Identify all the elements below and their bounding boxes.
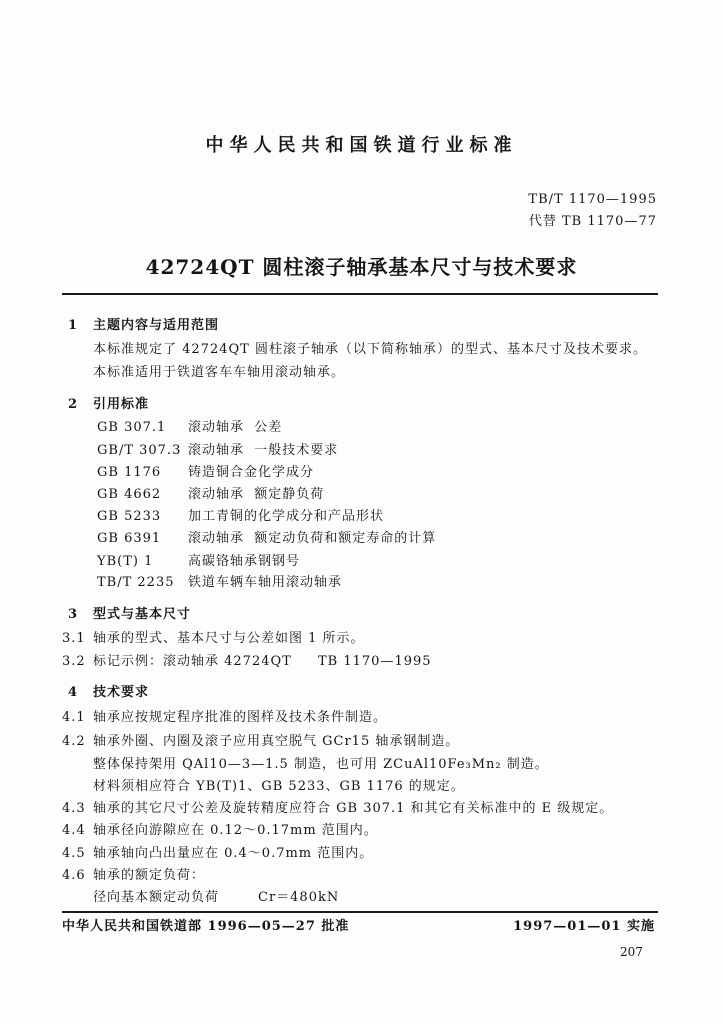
clause-number: 4.2 (62, 734, 86, 749)
load-value: Cr＝480kN (258, 890, 340, 905)
clause-text: 轴承轴向凸出量应在 0.4～0.7mm 范围内。 (93, 846, 374, 861)
clause-text: 轴承的其它尺寸公差及旋转精度应符合 GB 307.1 和其它有关标准中的 E 级规定。 (93, 801, 614, 816)
section-2-heading: 引用标准 (93, 397, 150, 412)
section-4-heading: 技术要求 (93, 685, 150, 700)
reference-title: 高碳铬轴承钢钢号 (188, 554, 301, 569)
reference-title: 铁道车辆车轴用滚动轴承 (188, 575, 343, 590)
clause-number: 4.5 (62, 846, 86, 861)
reference-code: GB/T 307.3 (97, 443, 182, 458)
clause-number: 4.4 (62, 823, 86, 838)
reference-code: GB 6391 (97, 531, 162, 546)
reference-code: TB/T 2235 (97, 575, 175, 590)
reference-title: 滚动轴承 额定静负荷 (188, 487, 325, 502)
approval-line: 中华人民共和国铁道部 1996—05—27 批准 (62, 919, 350, 934)
reference-code: GB 4662 (97, 487, 162, 502)
reference-code: YB(T) 1 (97, 554, 154, 569)
reference-title: 滚动轴承 额定动负荷和额定寿命的计算 (188, 531, 437, 546)
effective-date-line: 1997—01—01 实施 (513, 919, 655, 934)
marking-standard-number: TB 1170—1995 (318, 654, 432, 669)
reference-title: 铸造铜合金化学成分 (188, 465, 315, 480)
clause-text: 轴承外圈、内圈及滚子应用真空脱气 GCr15 轴承钢制造。 (93, 734, 460, 749)
reference-title: 滚动轴承 一般技术要求 (188, 443, 339, 458)
clause-continuation: 材料须相应符合 YB(T)1、GB 5233、GB 1176 的规定。 (93, 779, 465, 794)
section-1-paragraph: 本标准适用于铁道客车车轴用滚动轴承。 (93, 365, 346, 380)
reference-code: GB 5233 (97, 509, 162, 524)
reference-title: 滚动轴承 公差 (188, 420, 283, 435)
section-2-number: 2 (68, 397, 79, 412)
reference-code: GB 307.1 (97, 420, 167, 435)
replaces-standard: 代替 TB 1170—77 (528, 214, 657, 229)
clause-text: 轴承的额定负荷： (93, 868, 206, 883)
footer-rule (62, 911, 658, 913)
load-label: 径向基本额定动负荷 (93, 890, 220, 905)
page-number: 207 (620, 945, 643, 959)
clause-number: 4.1 (62, 710, 86, 725)
clause-text: 轴承应按规定程序批准的图样及技术条件制造。 (93, 710, 388, 725)
section-1-paragraph: 本标准规定了 42724QT 圆柱滚子轴承（以下简称轴承）的型式、基本尺寸及技术要求。 (93, 342, 647, 357)
section-3-heading: 型式与基本尺寸 (93, 607, 192, 622)
reference-code: GB 1176 (97, 465, 162, 480)
clause-number: 3.2 (62, 654, 86, 669)
clause-text: 轴承径向游隙应在 0.12～0.17mm 范围内。 (93, 823, 378, 838)
section-3-number: 3 (68, 607, 79, 622)
document-title: 42724QT 圆柱滚子轴承基本尺寸与技术要求 (145, 255, 578, 279)
standard-number: TB/T 1170—1995 (528, 192, 657, 207)
clause-number: 4.3 (62, 801, 86, 816)
section-1-heading: 主题内容与适用范围 (93, 318, 220, 333)
clause-continuation: 整体保持架用 QAl10—3—1.5 制造，也可用 ZCuAl10Fe₃Mn₂ 制造。 (93, 757, 549, 772)
clause-number: 4.6 (62, 868, 86, 883)
clause-text: 轴承的型式、基本尺寸与公差如图 1 所示。 (93, 631, 365, 646)
clause-number: 3.1 (62, 631, 86, 646)
section-1-number: 1 (68, 318, 79, 333)
issuing-body-title: 中华人民共和国铁道行业标准 (205, 135, 518, 156)
title-rule (62, 293, 658, 295)
clause-text: 标记示例：滚动轴承 42724QT (93, 654, 292, 669)
reference-title: 加工青铜的化学成分和产品形状 (188, 509, 385, 524)
section-4-number: 4 (68, 685, 79, 700)
